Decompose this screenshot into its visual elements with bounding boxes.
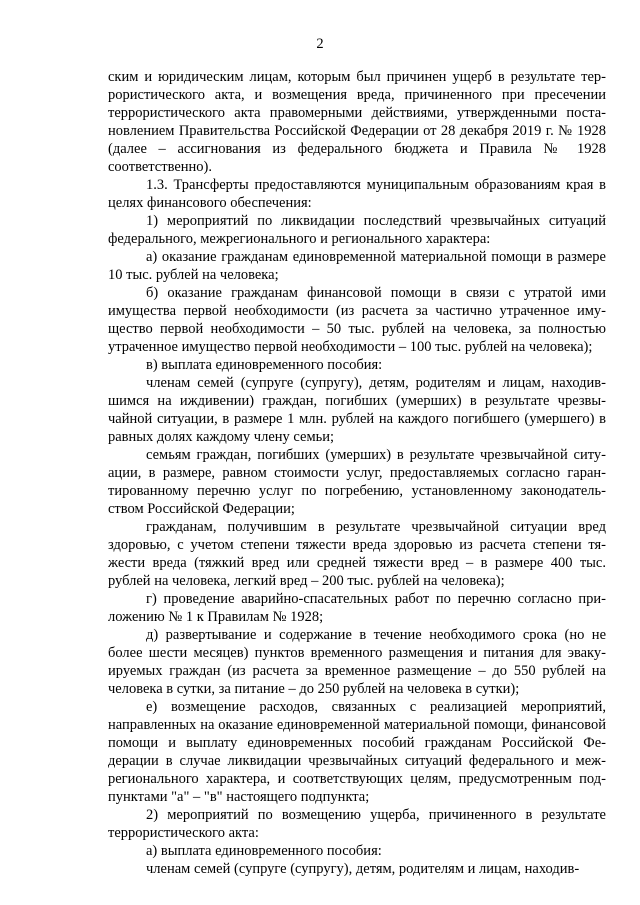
paragraph-9: гражданам, получившим в результате чрезвычайной ситуации вред здоровью, с учетом степени тяжести вреда здоровью из расчета степени тяжести вреда (тяжкий вред или средней тяжести вред – в размере 400 тыс. рублей на человека, легкий вред – 200 тыс. рублей на человека);: [108, 519, 606, 589]
paragraph-14: а) выплата единовременного пособия:: [146, 843, 382, 859]
paragraph-5: б) оказание гражданам финансовой помощи в связи с утратой ими имущества первой необходимости (из расчета за частично утраченное имущество первой необходимости – 50 тыс. рублей на человека, за полностью утраченное имущество первой необходимости – 100 тыс. рублей на человека);: [108, 285, 606, 355]
paragraph-1: ским и юридическим лицам, которым был причинен ущерб в результате террористического акта, и возмещения вреда, причиненного при пресечении террористического акта правомерными действиями, утвержденными постановлением Правительства Российской Федерации от 28 декабря 2019 г. № 1928 (далее – ассигнования из федерального бюджета и Правила № 1928 соответственно).: [108, 69, 606, 175]
page-number: 2: [316, 36, 324, 52]
paragraph-15: членам семей (супруге (супругу), детям, родителям и лицам, находив-: [146, 861, 580, 877]
paragraph-11: д) развертывание и содержание в течение необходимого срока (но не более шести месяцев) пунктов временного размещения и питания для эвакуируемых граждан (из расчета за временное размещение – до 550 рублей на человека в сутки, за питание – до 250 рублей на человека в сутки);: [108, 627, 606, 697]
paragraph-8: семьям граждан, погибших (умерших) в результате чрезвычайной ситуации, в размере, равном стоимости услуг, предоставляемых согласно гарантированному перечню услуг по погребению, установленному законодательством Российской Федерации;: [108, 447, 606, 517]
paragraph-10: г) проведение аварийно-спасательных работ по перечню согласно приложению № 1 к Правилам № 1928;: [108, 591, 606, 625]
document-body: [108, 68, 606, 878]
paragraph-6: в) выплата единовременного пособия:: [146, 357, 383, 373]
paragraph-2: 1.3. Трансферты предоставляются муниципальным образованиям края в целях финансового обеспечения:: [108, 177, 606, 211]
paragraph-7: членам семей (супруге (супругу), детям, родителям и лицам, находившимся на иждивении) граждан, погибших (умерших) в результате чрезвычайной ситуации, в размере 1 млн. рублей на каждого погибшего (умершего) в равных долях каждому члену семьи;: [108, 375, 606, 445]
paragraph-12: е) возмещение расходов, связанных с реализацией мероприятий, направленных на оказание единовременной материальной помощи, финансовой помощи и выплату единовременных пособий гражданам Российской Федерации в случае ликвидации чрезвычайных ситуаций федерального и межрегионального характера, и соответствующих целям, предусмотренным подпунктами "а" – "в" настоящего подпункта;: [108, 699, 606, 805]
paragraph-13: 2) мероприятий по возмещению ущерба, причиненного в результате террористического акта:: [108, 807, 606, 841]
paragraph-3: 1) мероприятий по ликвидации последствий чрезвычайных ситуаций федерального, межрегионального и регионального характера:: [108, 213, 606, 247]
paragraph-4: а) оказание гражданам единовременной материальной помощи в размере 10 тыс. рублей на человека;: [108, 249, 606, 283]
